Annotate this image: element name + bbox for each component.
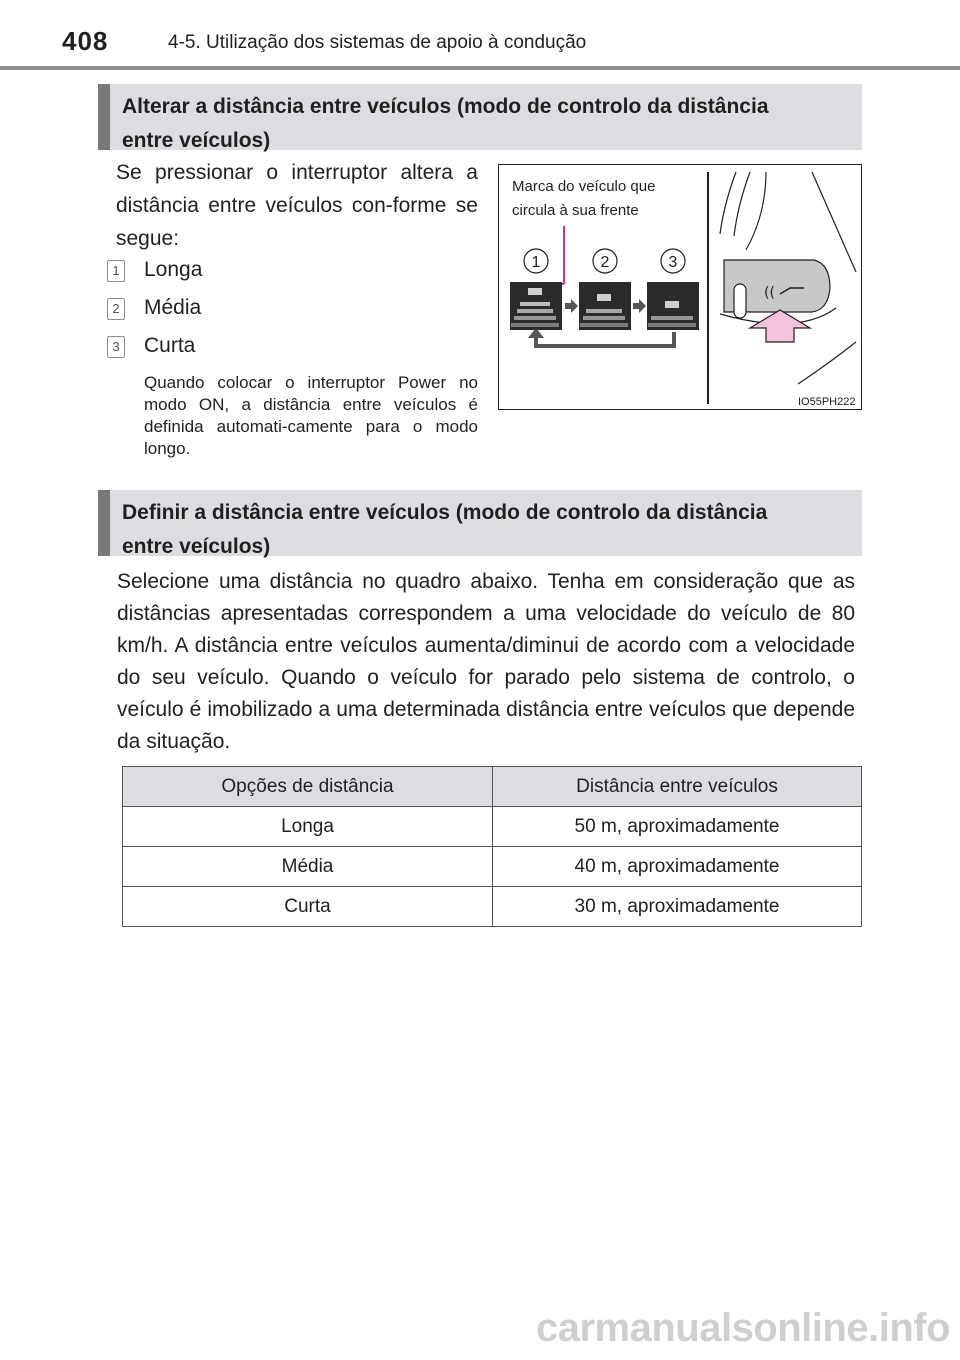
table-cell: 50 m, aproximadamente [493, 807, 862, 847]
switch-stalk [734, 284, 746, 318]
item-number-badge: 2 [107, 298, 125, 320]
table-cell: Média [123, 847, 493, 887]
chapter-title: 4-5. Utilização dos sistemas de apoio à condução [168, 32, 587, 53]
section-heading-change-distance [98, 84, 862, 150]
item-number-badge: 3 [107, 336, 125, 358]
callout-label-line: Marca do veículo que [512, 178, 656, 195]
table-cell: Longa [123, 807, 493, 847]
table-header-cell: Opções de distância [123, 767, 493, 807]
table-header-cell: Distância entre veículos [493, 767, 862, 807]
table-cell: 30 m, aproximadamente [493, 887, 862, 927]
table-row [123, 887, 862, 927]
section-heading-line: Definir a distância entre veículos (modo de controlo da distância [122, 501, 768, 524]
table-row [123, 807, 862, 847]
section-heading-set-distance [98, 490, 862, 556]
distance-switch-icon: (( [764, 285, 775, 301]
page-number: 408 [62, 26, 109, 56]
section-heading-line: Alterar a distância entre veículos (modo de controlo da distância [122, 95, 769, 118]
step-number: 1 [531, 254, 541, 271]
display-screen-medium [579, 282, 631, 330]
item-label: Média [144, 296, 202, 319]
table-row [123, 847, 862, 887]
display-screen-short [647, 282, 699, 330]
figure-code: IO55PH222 [798, 396, 856, 408]
section-heading-line: entre veículos) [122, 535, 271, 558]
step-number: 2 [600, 254, 610, 271]
step-circle-2 [593, 249, 617, 273]
item-number-badge: 1 [107, 260, 125, 282]
table-cell: 40 m, aproximadamente [493, 847, 862, 887]
body-paragraph: Selecione uma distância no quadro abaixo. Tenha em consideração que as distâncias apresentadas correspondem a uma velocidade do veículo de 80 km/h. A distância entre veículos aumenta/diminui de acordo com a velocidade do seu veículo. Quando o veículo for parado pelo sistema de controlo, o veículo é imobilizado a uma determinada distância entre veículos que depende da situação. [117, 570, 855, 753]
item-label: Longa [144, 258, 203, 281]
section-heading-line: entre veículos) [122, 129, 271, 152]
distance-options-table [122, 766, 862, 927]
callout-label-line: circula à sua frente [512, 202, 639, 219]
step-circle-1 [524, 249, 548, 273]
note-paragraph: Quando colocar o interruptor Power no modo ON, a distância entre veículos é definida automati-camente para o modo longo. [144, 373, 478, 458]
distance-switch-illustration [498, 164, 862, 410]
step-circle-3 [661, 249, 685, 273]
item-label: Curta [144, 334, 196, 357]
watermark: carmanualsonline.info [535, 1306, 950, 1350]
header-rule [0, 66, 960, 70]
step-number: 3 [668, 254, 678, 271]
table-cell: Curta [123, 887, 493, 927]
table-header-row [123, 767, 862, 807]
display-screen-long [510, 282, 562, 330]
intro-paragraph: Se pressionar o interruptor altera a distância entre veículos con-forme se segue: [116, 161, 478, 250]
